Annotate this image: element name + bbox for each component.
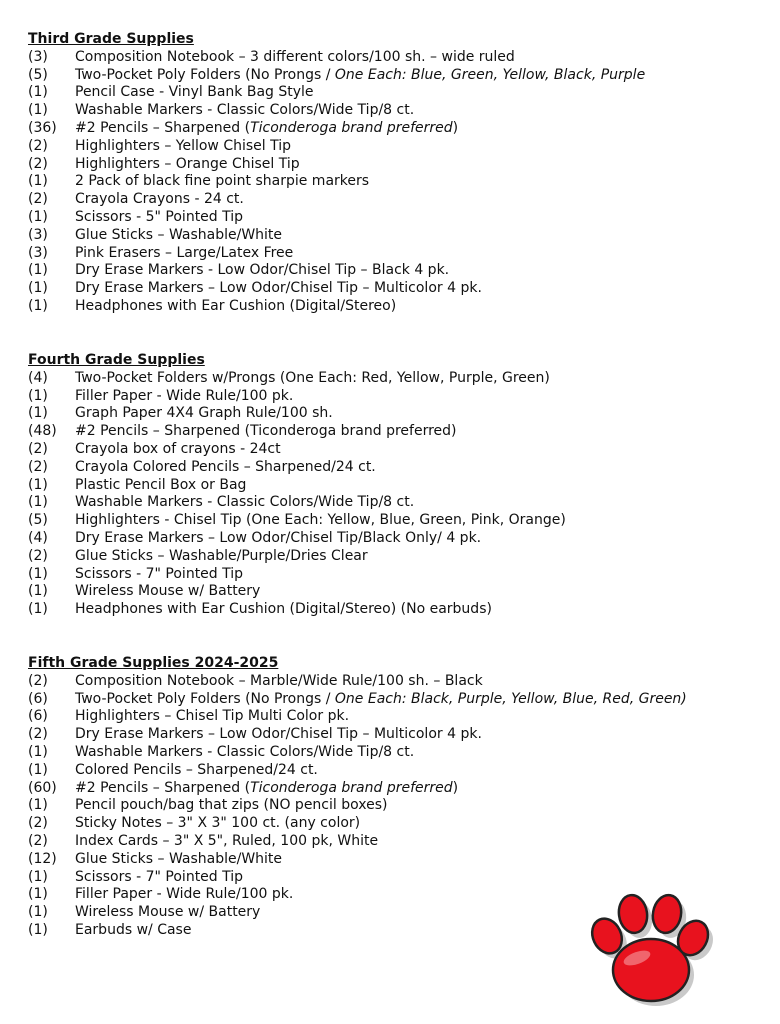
item-description <box>75 601 492 619</box>
item-quantity: (1) <box>28 868 48 885</box>
list-item <box>28 102 758 120</box>
item-text: Glue Sticks – Washable/Purple/Dries Clear <box>75 547 368 564</box>
item-quantity: (2) <box>28 137 48 154</box>
item-text: Dry Erase Markers - Low Odor/Chisel Tip – Black 4 pk. <box>75 262 450 279</box>
item-description <box>75 156 300 174</box>
item-description <box>75 708 349 726</box>
item-description <box>75 904 260 922</box>
item-quantity: (1) <box>28 921 48 938</box>
item-quantity: (1) <box>28 297 48 314</box>
fourth-grade-list <box>28 370 758 619</box>
item-text: Highlighters - Chisel Tip (One Each: Yellow, Blue, Green, Pink, Orange) <box>75 512 566 529</box>
item-description <box>75 726 482 744</box>
list-item <box>28 869 758 887</box>
item-text-italic: One Each: Black, Purple, Yellow, Blue, Red, Green) <box>334 690 687 707</box>
item-description <box>75 566 243 584</box>
item-description <box>75 49 515 67</box>
list-item <box>28 423 758 441</box>
item-text: Pencil Case - Vinyl Bank Bag Style <box>75 84 314 101</box>
list-item <box>28 780 758 798</box>
item-description <box>75 298 396 316</box>
item-quantity: (2) <box>28 191 48 208</box>
item-text: Pencil pouch/bag that zips (NO pencil boxes) <box>75 797 388 814</box>
list-item <box>28 548 758 566</box>
item-description <box>75 833 378 851</box>
item-quantity: (2) <box>28 547 48 564</box>
item-quantity: (1) <box>28 173 48 190</box>
item-description <box>75 797 387 815</box>
item-description <box>75 173 369 191</box>
item-quantity: (36) <box>28 119 57 136</box>
item-text: Scissors - 7" Pointed Tip <box>75 565 244 582</box>
fourth-grade-heading: Fourth Grade Supplies <box>28 352 205 368</box>
item-description <box>75 84 314 102</box>
list-item <box>28 245 758 263</box>
item-text: Glue Sticks – Washable/White <box>75 850 283 867</box>
item-text: Wireless Mouse w/ Battery <box>75 583 261 600</box>
third-grade-heading: Third Grade Supplies <box>28 31 194 47</box>
item-text: Headphones with Ear Cushion (Digital/Stereo) (No earbuds) <box>75 601 492 618</box>
item-description <box>75 851 282 869</box>
item-description <box>75 762 318 780</box>
list-item <box>28 138 758 156</box>
item-quantity: (1) <box>28 601 48 618</box>
item-text: Washable Markers - Classic Colors/Wide Tip/8 ct. <box>75 102 415 119</box>
list-item <box>28 566 758 584</box>
item-text: Highlighters – Orange Chisel Tip <box>75 155 300 172</box>
item-text-italic: Ticonderoga brand preferred <box>250 119 453 136</box>
list-item <box>28 227 758 245</box>
item-description <box>75 477 246 495</box>
item-text: Composition Notebook – Marble/Wide Rule/100 sh. – Black <box>75 672 483 689</box>
item-text: Filler Paper - Wide Rule/100 pk. <box>75 886 294 903</box>
item-quantity: (5) <box>28 512 48 529</box>
third-grade-section <box>28 31 758 316</box>
list-item <box>28 797 758 815</box>
item-text: Crayola Crayons - 24 ct. <box>75 191 244 208</box>
list-item <box>28 601 758 619</box>
list-item <box>28 280 758 298</box>
item-quantity: (2) <box>28 726 48 743</box>
fourth-grade-section <box>28 352 758 619</box>
list-item <box>28 191 758 209</box>
item-quantity: (2) <box>28 155 48 172</box>
item-quantity: (1) <box>28 743 48 760</box>
list-item <box>28 815 758 833</box>
item-description <box>75 744 414 762</box>
list-item <box>28 84 758 102</box>
item-quantity: (4) <box>28 529 48 546</box>
item-description <box>75 548 368 566</box>
item-description <box>75 102 414 120</box>
list-item <box>28 173 758 191</box>
item-description <box>75 191 244 209</box>
item-quantity: (1) <box>28 84 48 101</box>
list-item <box>28 388 758 406</box>
list-item <box>28 477 758 495</box>
item-quantity: (1) <box>28 565 48 582</box>
item-quantity: (1) <box>28 583 48 600</box>
list-item <box>28 67 758 85</box>
item-text: Glue Sticks – Washable/White <box>75 226 283 243</box>
item-quantity: (1) <box>28 494 48 511</box>
item-text: Filler Paper - Wide Rule/100 pk. <box>75 387 294 404</box>
list-item <box>28 441 758 459</box>
item-text: Highlighters – Chisel Tip Multi Color pk. <box>75 708 350 725</box>
item-quantity: (2) <box>28 815 48 832</box>
item-text: Wireless Mouse w/ Battery <box>75 904 261 921</box>
item-text-after: ) <box>452 779 459 796</box>
item-quantity: (5) <box>28 66 48 83</box>
item-quantity: (1) <box>28 262 48 279</box>
item-text: 2 Pack of black fine point sharpie markers <box>75 173 370 190</box>
item-quantity: (1) <box>28 886 48 903</box>
item-description <box>75 922 191 940</box>
item-quantity: (6) <box>28 690 48 707</box>
list-item <box>28 530 758 548</box>
item-description <box>75 530 481 548</box>
item-quantity: (12) <box>28 850 57 867</box>
list-item <box>28 120 758 138</box>
item-text: Pink Erasers – Large/Latex Free <box>75 244 294 261</box>
item-description <box>75 441 281 459</box>
item-description <box>75 423 457 441</box>
item-text: Index Cards – 3" X 5", Ruled, 100 pk, White <box>75 832 379 849</box>
item-quantity: (1) <box>28 761 48 778</box>
item-text: Crayola box of crayons - 24ct <box>75 440 281 457</box>
item-description <box>75 583 260 601</box>
list-item <box>28 156 758 174</box>
item-text: Scissors - 7" Pointed Tip <box>75 868 244 885</box>
item-text: Crayola Colored Pencils – Sharpened/24 ct. <box>75 458 376 475</box>
list-item <box>28 691 758 709</box>
item-quantity: (3) <box>28 226 48 243</box>
item-description <box>75 370 550 388</box>
item-text: Earbuds w/ Case <box>75 921 192 938</box>
item-quantity: (6) <box>28 708 48 725</box>
item-quantity: (2) <box>28 832 48 849</box>
list-item <box>28 708 758 726</box>
item-text: Scissors - 5" Pointed Tip <box>75 208 244 225</box>
item-quantity: (4) <box>28 369 48 386</box>
list-item <box>28 512 758 530</box>
item-quantity: (2) <box>28 672 48 689</box>
item-description <box>75 869 243 887</box>
item-description <box>75 67 645 85</box>
item-text-italic: One Each: Blue, Green, Yellow, Black, Purple <box>334 66 646 83</box>
item-quantity: (1) <box>28 405 48 422</box>
fifth-grade-heading: Fifth Grade Supplies 2024-2025 <box>28 655 279 671</box>
item-description <box>75 245 293 263</box>
item-quantity: (1) <box>28 208 48 225</box>
item-description <box>75 494 414 512</box>
item-description <box>75 262 449 280</box>
third-grade-list <box>28 49 758 316</box>
list-item <box>28 833 758 851</box>
list-item <box>28 762 758 780</box>
item-description <box>75 209 243 227</box>
item-quantity: (3) <box>28 244 48 261</box>
item-description <box>75 138 291 156</box>
item-description <box>75 280 482 298</box>
item-text: Highlighters – Yellow Chisel Tip <box>75 137 292 154</box>
item-quantity: (1) <box>28 797 48 814</box>
item-description <box>75 780 458 798</box>
item-text: #2 Pencils – Sharpened ( <box>75 119 251 136</box>
list-item <box>28 851 758 869</box>
item-quantity: (2) <box>28 458 48 475</box>
item-description <box>75 815 360 833</box>
item-description <box>75 405 333 423</box>
item-quantity: (1) <box>28 102 48 119</box>
item-description <box>75 388 293 406</box>
item-text: Sticky Notes – 3" X 3" 100 ct. (any color) <box>75 815 361 832</box>
item-text: Dry Erase Markers – Low Odor/Chisel Tip – Multicolor 4 pk. <box>75 280 482 297</box>
list-item <box>28 370 758 388</box>
list-item <box>28 49 758 67</box>
list-item <box>28 583 758 601</box>
list-item <box>28 673 758 691</box>
list-item <box>28 744 758 762</box>
item-description <box>75 886 293 904</box>
item-text: Two-Pocket Poly Folders (No Prongs / <box>75 66 335 83</box>
item-description <box>75 673 483 691</box>
item-description <box>75 120 458 138</box>
item-text: Composition Notebook – 3 different colors/100 sh. – wide ruled <box>75 48 515 65</box>
list-item <box>28 209 758 227</box>
item-text: #2 Pencils – Sharpened (Ticonderoga brand preferred) <box>75 423 457 440</box>
list-item <box>28 405 758 423</box>
list-item <box>28 726 758 744</box>
item-text: #2 Pencils – Sharpened ( <box>75 779 251 796</box>
item-text: Colored Pencils – Sharpened/24 ct. <box>75 761 318 778</box>
item-description <box>75 512 566 530</box>
item-text: Washable Markers - Classic Colors/Wide Tip/8 ct. <box>75 494 415 511</box>
item-text: Two-Pocket Poly Folders (No Prongs / <box>75 690 335 707</box>
list-item <box>28 494 758 512</box>
item-text: Plastic Pencil Box or Bag <box>75 476 247 493</box>
item-text: Dry Erase Markers – Low Odor/Chisel Tip – Multicolor 4 pk. <box>75 726 482 743</box>
item-quantity: (1) <box>28 904 48 921</box>
item-description <box>75 459 376 477</box>
item-quantity: (2) <box>28 440 48 457</box>
item-description <box>75 691 687 709</box>
paw-print-icon <box>585 890 717 1010</box>
item-quantity: (3) <box>28 48 48 65</box>
item-quantity: (60) <box>28 779 57 796</box>
item-text: Graph Paper 4X4 Graph Rule/100 sh. <box>75 405 333 422</box>
list-item <box>28 262 758 280</box>
item-quantity: (1) <box>28 476 48 493</box>
item-text-italic: Ticonderoga brand preferred <box>250 779 453 796</box>
list-item <box>28 298 758 316</box>
item-text: Dry Erase Markers – Low Odor/Chisel Tip/Black Only/ 4 pk. <box>75 529 482 546</box>
item-quantity: (48) <box>28 423 57 440</box>
item-text: Two-Pocket Folders w/Prongs (One Each: Red, Yellow, Purple, Green) <box>75 369 550 386</box>
list-item <box>28 459 758 477</box>
item-description <box>75 227 282 245</box>
item-text: Headphones with Ear Cushion (Digital/Stereo) <box>75 297 397 314</box>
item-quantity: (1) <box>28 280 48 297</box>
item-text-after: ) <box>452 119 459 136</box>
item-quantity: (1) <box>28 387 48 404</box>
item-text: Washable Markers - Classic Colors/Wide Tip/8 ct. <box>75 743 415 760</box>
